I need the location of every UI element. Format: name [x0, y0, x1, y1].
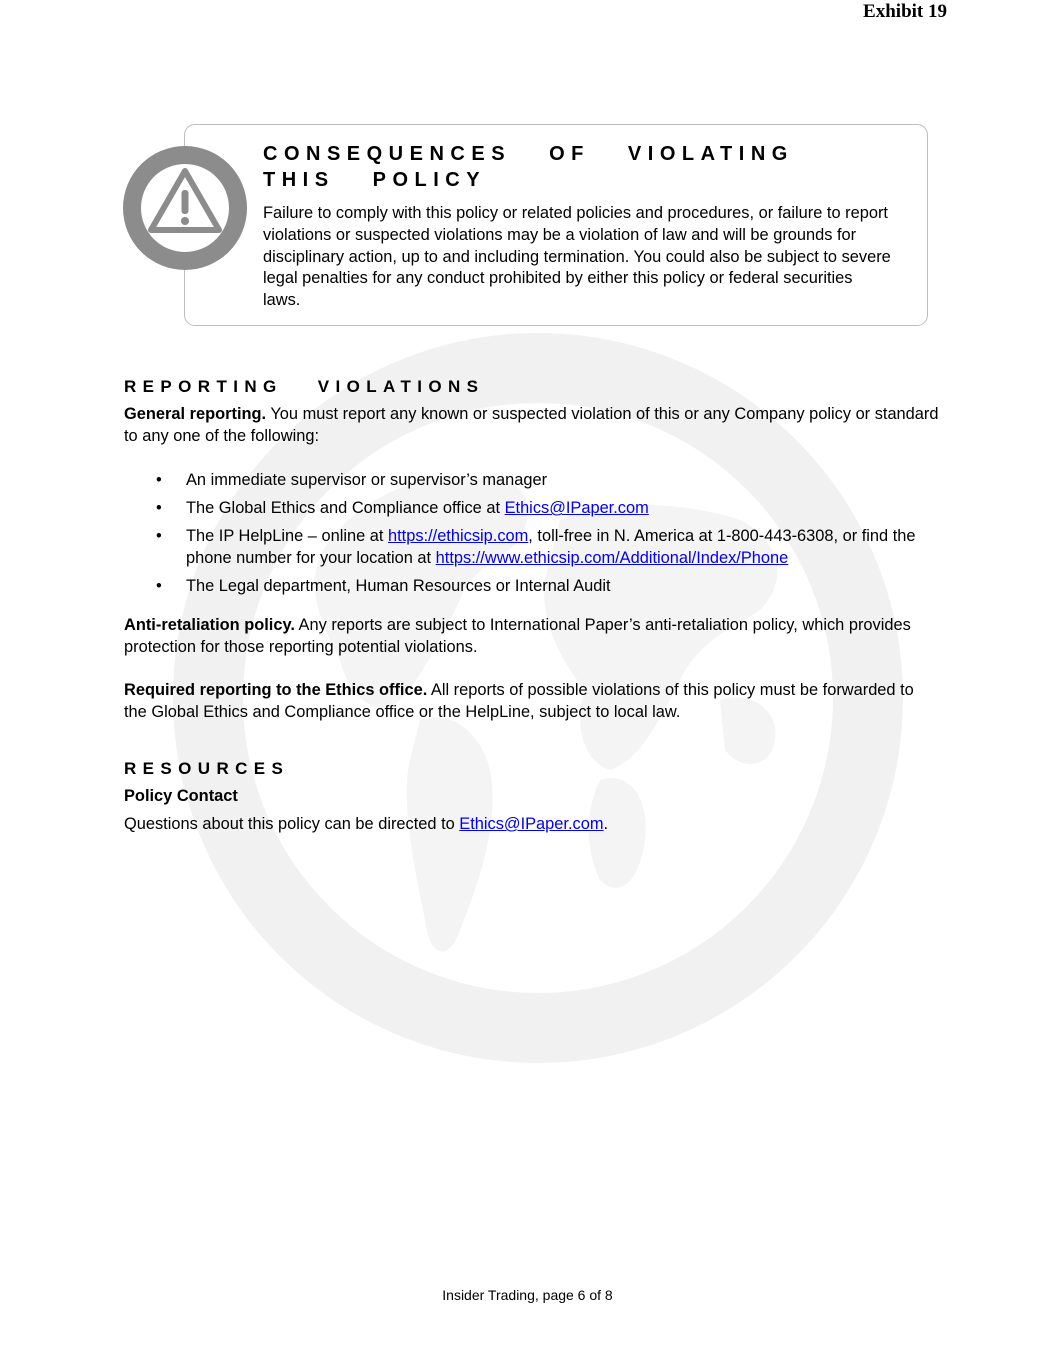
callout-body: Failure to comply with this policy or related policies and procedures, or failure to report violations or suspected violations may be a violation of law and will be grounds for disciplinary action, up to and including termination. You could also be subject to severe legal penalties for any conduct prohibited by either this policy or federal securities laws.	[263, 204, 891, 310]
policy-contact-text: Questions about this policy can be directed to	[124, 815, 460, 833]
bullet-dot: •	[156, 471, 162, 489]
reporting-violations-heading: REPORTING VIOLATIONS	[124, 377, 485, 396]
bullet-dot: •	[156, 577, 162, 596]
list-item	[124, 576, 934, 598]
period-text: .	[603, 815, 609, 833]
helpline-phone-directory-link[interactable]: https://www.ethicsip.com/Additional/Index/Phone	[435, 549, 789, 568]
list-item-text: , toll-free in N. America at 1-800-443-6308, or find the phone number for your location at	[186, 527, 916, 568]
policy-contact-paragraph	[124, 814, 939, 836]
helpline-website-link[interactable]: https://ethicsip.com	[388, 527, 529, 546]
list-item	[124, 526, 934, 570]
ethics-email-link[interactable]: Ethics@IPaper.com	[504, 499, 649, 518]
anti-retaliation-text: Any reports are subject to International Paper’s anti-retaliation policy, which provides protection for those reporting potential violations.	[124, 616, 911, 656]
general-reporting-paragraph	[124, 404, 939, 448]
list-item-text: The Global Ethics and Compliance office at	[186, 499, 505, 518]
list-item	[124, 470, 934, 492]
resources-heading: RESOURCES	[124, 759, 290, 778]
anti-retaliation-label: Anti-retaliation policy.	[124, 616, 295, 634]
contact-email-link[interactable]: Ethics@IPaper.com	[459, 815, 604, 833]
anti-retaliation-paragraph	[124, 615, 939, 659]
bullet-dot: •	[156, 527, 162, 546]
exhibit-label: Exhibit 19	[863, 1, 947, 22]
page-footer: Insider Trading, page 6 of 8	[442, 1287, 613, 1303]
required-reporting-label: Required reporting to the Ethics office.	[124, 681, 428, 699]
required-reporting-text: All reports of possible violations of this policy must be forwarded to the Global Ethics and Compliance office or the HelpLine, subject to local law.	[124, 681, 914, 721]
callout-title: CONSEQUENCES OF VIOLATING THIS POLICY	[263, 143, 794, 191]
general-reporting-label: General reporting.	[124, 405, 267, 423]
warning-triangle-icon	[123, 146, 247, 270]
list-item	[124, 498, 934, 520]
bullet-dot: •	[156, 499, 162, 518]
list-item-text: An immediate supervisor or supervisor’s manager	[186, 471, 548, 489]
policy-contact-heading: Policy Contact	[124, 787, 238, 805]
general-reporting-text: You must report any known or suspected violation of this or any Company policy or standard to any one of the following:	[124, 405, 939, 445]
list-item-text: The Legal department, Human Resources or Internal Audit	[186, 577, 611, 596]
reporting-channels-list	[124, 470, 934, 605]
list-item-text: The IP HelpLine – online at	[186, 527, 388, 546]
required-reporting-paragraph	[124, 680, 939, 724]
